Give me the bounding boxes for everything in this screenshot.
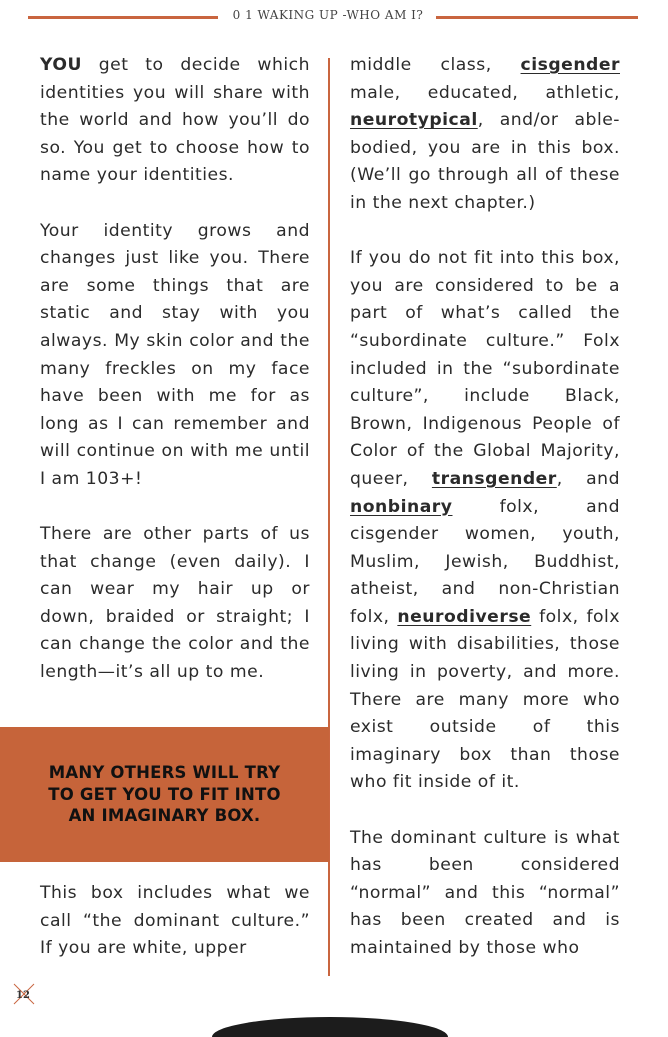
page-number: 12 [16,990,30,1001]
pull-quote-box [0,727,329,862]
pull-quote-text: MANY OTHERS WILL TRY TO GET YOU TO FIT INTO AN IMAGINARY BOX. [48,763,281,826]
chapter-header: 0 1 WAKING UP -WHO AM I? [232,8,424,22]
paragraph-dominant-culture-normal: The dominant culture is what has been considered “normal” and this “normal” has been created and is maintained by those who [350,827,620,958]
glossary-term-neurotypical[interactable]: neurotypical [350,110,478,131]
paragraph-subordinate-culture: If you do not fit into this box, you are considered to be a part of what’s called the “subordinate culture.” Folx included in the “subordinate culture”, include Black, Brown, Indigenous People of Color of the Global Majority, queer, transgender, and nonbinary folx, and cisgender women, youth, Muslim, Jewish, Buddhist, atheist, and non-Christian folx, neurodiverse folx, folx living with disabilities, those living in poverty, and more. There are many more who exist outside of this imaginary box than those who fit inside of it. [350,248,620,793]
paragraph-in-the-box: middle class, cisgender male, educated, athletic, neurotypical, and/or able-bodied, you are in this box. (We’ll go through all of these in the next chapter.) [350,55,620,213]
glossary-term-nonbinary[interactable]: nonbinary [350,496,453,517]
paragraph-parts-change: There are other parts of us that change (even daily). I can wear my hair up or down, braided or straight; I can change the color and the length—it’s all up to me. [40,524,310,683]
paragraph-dominant-culture-box: This box includes what we call “the dominant culture.” If you are white, upper [40,883,310,959]
left-column-continued [40,880,310,963]
glossary-term-neurodiverse[interactable]: neurodiverse [397,606,532,627]
left-column [40,52,310,687]
header-rule-right [436,16,638,19]
glossary-term-transgender[interactable]: transgender [431,468,557,489]
glossary-term-cisgender[interactable]: cisgender [520,55,620,75]
header-rule-left [28,16,218,19]
right-column [350,52,620,963]
paragraph-identity-grows: Your identity grows and changes just like you. There are some things that are static and stay with you always. My skin color and the many freckles on my face have been with me for as long as I can remember and will continue on with me until I am 103+! [40,220,310,489]
paragraph-choose-identities: YOU get to decide which identities you will share with the world and how you’ll do so. You get to choose how to name your identities. [40,55,310,186]
bottom-home-indicator [212,1017,448,1037]
emphasis-you: YOU [40,55,82,75]
